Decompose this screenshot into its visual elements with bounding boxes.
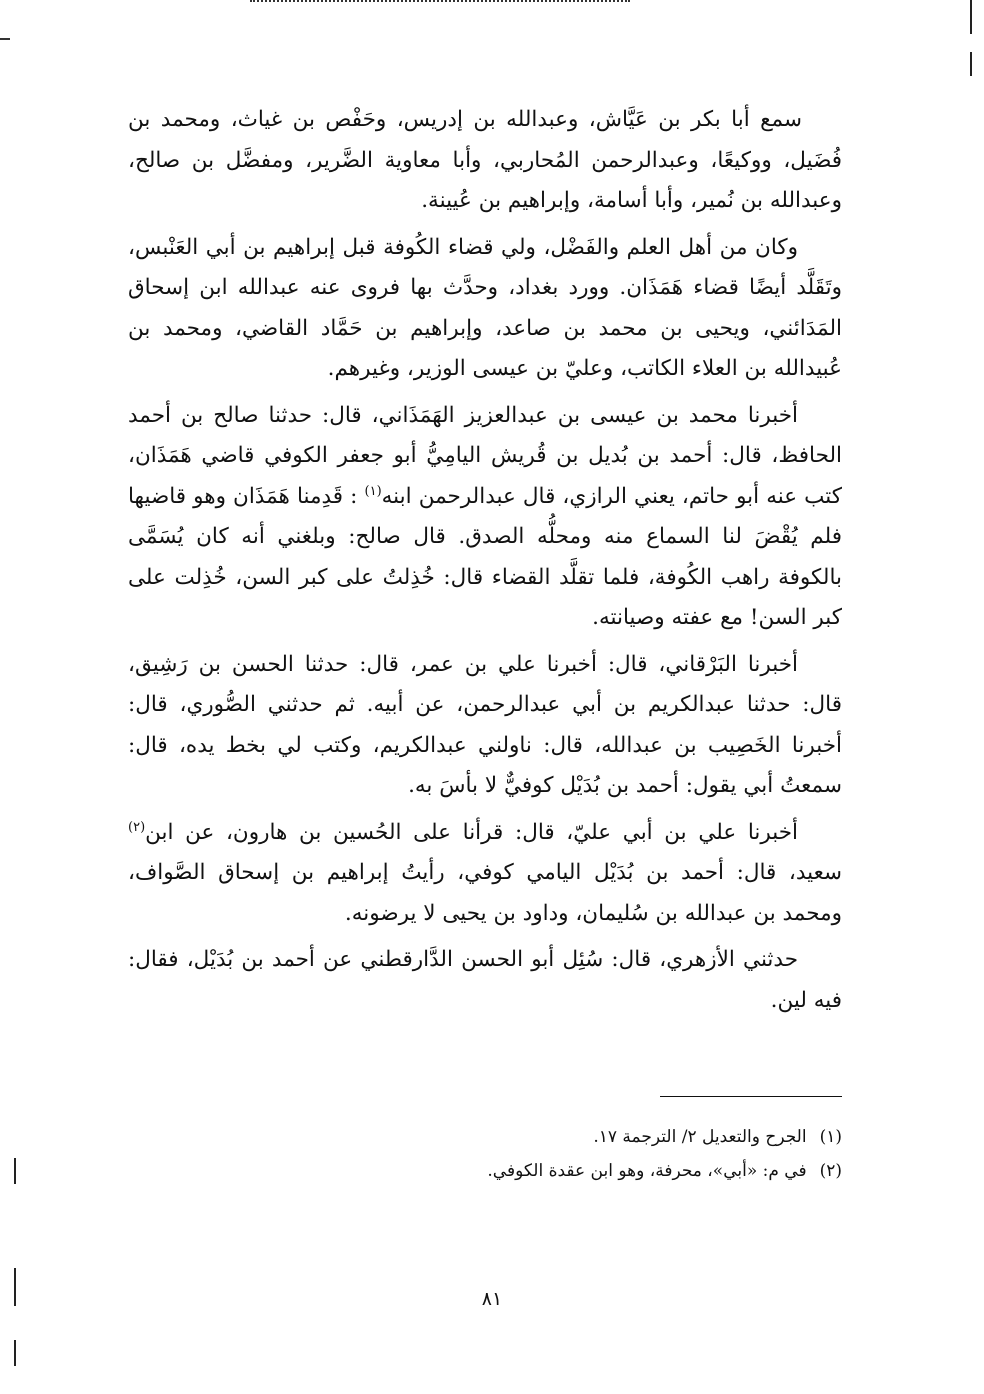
- left-edge-mark: [14, 1268, 16, 1306]
- footnote-text: في م: «أبي»، محرفة، وهو ابن عقدة الكوفي.: [487, 1161, 807, 1181]
- footnote-separator: [660, 1096, 842, 1097]
- main-text: [128, 100, 842, 1027]
- header-dotted-rule: [250, 0, 630, 5]
- footnote-number: (١): [819, 1127, 842, 1147]
- paragraph: [128, 396, 842, 639]
- corner-tick-mark: [0, 38, 10, 40]
- footnote-reference: (٢): [128, 819, 146, 835]
- right-edge-mark: [970, 0, 972, 34]
- paragraph-text: أخبرنا محمد بن عيسى بن عبدالعزيز الهَمَذَاني، قال: حدثنا صالح بن أحمد الحافظ، قال: أحمد بن بُديل بن قُريش اليامِيُّ أبو جعفر الكوفي قاضي هَمَذَان، كتب عنه أبو حاتم، يعني الرازي، قال عبدالرحمن ابنه: [128, 402, 842, 509]
- paragraph: [128, 813, 842, 935]
- page-number: ٨١: [481, 1288, 503, 1310]
- footnote-item: [300, 1154, 842, 1188]
- paragraph-text: سعيد، قال: أحمد بن بُدَيْل اليامي كوفي، رأيتُ إبراهيم بن إسحاق الصَّواف، ومحمد بن عبدالله بن سُليمان، وداود بن يحيى لا يرضونه.: [128, 860, 842, 926]
- paragraph-text: : قَدِمنا هَمَذَان وهو قاضيها فلم يُقْضَ لنا السماع منه ومحلُّه الصدق. قال صالح: وبلغني أنه كان يُسَمَّى بالكوفة راهب الكُوفة، فلما تقلَّد القضاء قال: خُذِلتُ على كبر السن، خُذِلت على كبر السن! مع عفته وصيانته.: [128, 483, 842, 630]
- footnote-reference: (١): [364, 483, 382, 499]
- right-edge-mark: [970, 52, 972, 76]
- paragraph: سمع أبا بكر بن عَيَّاش، وعبدالله بن إدريس، وحَفْص بن غياث، ومحمد بن فُضَيل، ووكيعًا، وعبدالرحمن المُحاربي، وأبا معاوية الضَّرير، ومفضَّل بن صالح، وعبدالله بن نُمير، وأبا أسامة، وإبراهيم بن عُيينة.: [128, 107, 842, 213]
- paragraph: أخبرنا البَرْقاني، قال: أخبرنا علي بن عمر، قال: حدثنا الحسن بن رَشِيق، قال: حدثنا عبدالكريم بن أبي عبدالرحمن، عن أبيه. ثم حدثني الصُّوري، قال: أخبرنا الخَصِيب بن عبدالله، قال: ناولني عبدالكريم، وكتب لي بخط يده، قال: سمعتُ أبي يقول: أحمد بن بُدَيْل كوفيٌّ لا بأسَ به.: [128, 651, 842, 798]
- footnote-item: [300, 1120, 842, 1154]
- left-edge-mark: [14, 1340, 16, 1366]
- paragraph-text: أخبرنا علي بن أبي عليّ، قال: قرأنا على الحُسين بن هارون، عن ابن: [145, 819, 798, 845]
- footnote-number: (٢): [819, 1161, 842, 1181]
- footnote-text: الجرح والتعديل ٢/ الترجمة ١٧.: [593, 1127, 807, 1147]
- left-edge-mark: [14, 1158, 16, 1184]
- paragraph: وكان من أهل العلم والفَضْل، ولي قضاء الكُوفة قبل إبراهيم بن أبي العَنْبس، وتَقَلَّد أيضًا قضاء هَمَذَان. وورد بغداد، وحدَّث بها فروى عنه عبدالله ابن إسحاق المَدَائني، ويحيى بن محمد بن صاعد، وإبراهيم بن حَمَّاد القاضي، ومحمد بن عُبيدالله بن العلاء الكاتب، وعليّ بن عيسى الوزير، وغيرهم.: [128, 234, 842, 381]
- paragraph: حدثني الأزهري، قال: سُئِل أبو الحسن الدَّارقطني عن أحمد بن بُدَيْل، فقال: فيه لين.: [128, 947, 842, 1013]
- footnotes: [300, 1120, 842, 1188]
